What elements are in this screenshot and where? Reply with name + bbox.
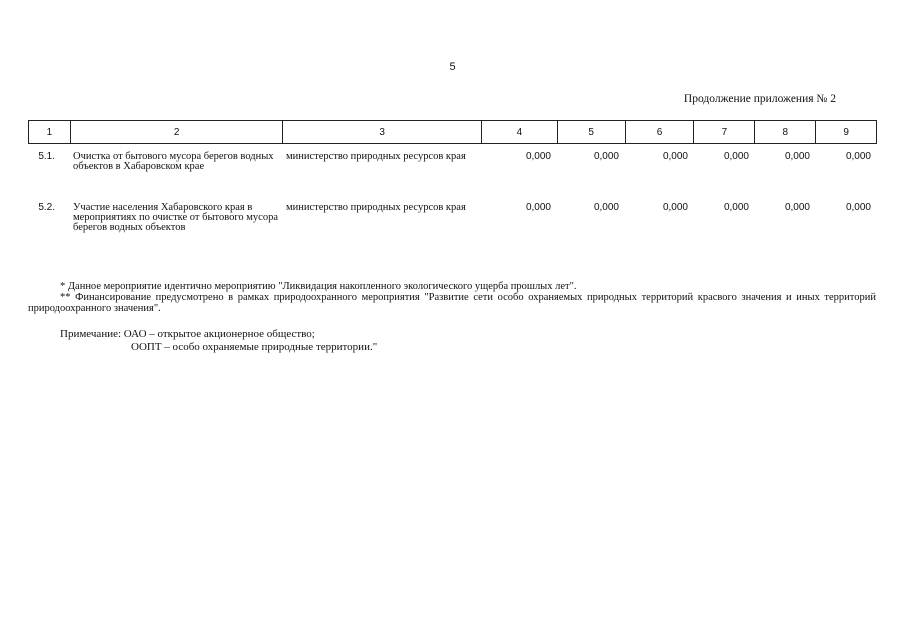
row-value: 0,000: [784, 151, 810, 162]
table-row: [28, 203, 877, 233]
header-cell: 4: [481, 121, 557, 143]
table-header: [28, 120, 877, 144]
row-value: 0,000: [723, 202, 749, 213]
table-row: [28, 152, 877, 172]
row-name: Очистка от бытового мусора берегов водных объектов в Хабаровском крае: [73, 151, 274, 172]
row-value: 0,000: [723, 151, 749, 162]
page-number: 5: [449, 61, 456, 73]
header-cell: 3: [282, 121, 481, 143]
header-cell: 9: [815, 121, 876, 143]
row-index: 5.1.: [38, 151, 55, 162]
row-value: 0,000: [845, 202, 871, 213]
row-value: 0,000: [525, 202, 551, 213]
header-cell: 1: [46, 126, 53, 138]
header-cell: 2: [70, 121, 283, 143]
header-cell: 8: [754, 121, 815, 143]
footnote: ** Финансирование предусмотрено в рамках природоохранного мероприятия "Развитие сети особо охраняемых природных территорий красвого значения и иных территорий природоохранного значения".: [28, 292, 876, 314]
header-cell: 6: [625, 121, 694, 143]
remark-line: ООПТ – особо охраняемые природные территории.": [131, 341, 378, 353]
row-index: 5.2.: [38, 202, 55, 213]
header-cell: 5: [557, 121, 625, 143]
footnote: * Данное мероприятие идентично мероприятию "Ликвидация накопленного экологического ущерба прошлых лет".: [60, 281, 577, 292]
remark: [60, 328, 377, 354]
row-executor: министерство природных ресурсов края: [286, 151, 466, 162]
footnotes: [28, 281, 876, 314]
header-cell: 7: [693, 121, 754, 143]
row-value: 0,000: [662, 151, 688, 162]
row-value: 0,000: [784, 202, 810, 213]
row-value: 0,000: [593, 202, 619, 213]
row-value: 0,000: [845, 151, 871, 162]
row-executor: министерство природных ресурсов края: [286, 202, 466, 213]
row-value: 0,000: [593, 151, 619, 162]
remark-line: Примечание: ОАО – открытое акционерное общество;: [60, 328, 315, 340]
appendix-title: Продолжение приложения № 2: [683, 93, 836, 105]
row-name: Участие населения Хабаровского края в мероприятиях по очистке от бытового мусора берегов водных объектов: [73, 202, 278, 233]
row-value: 0,000: [525, 151, 551, 162]
row-value: 0,000: [662, 202, 688, 213]
